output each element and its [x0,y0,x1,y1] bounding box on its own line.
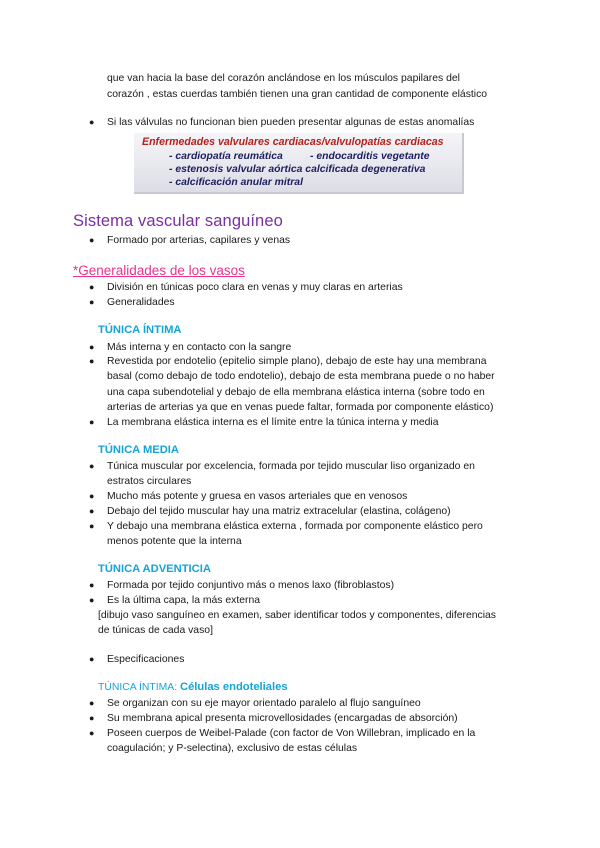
endotelio-bullet-3-line-2: coagulación; y P-selectina), exclusivo de estas células [107,743,358,754]
endotelio-heading [98,681,288,693]
endotelio-heading-prefix: TÚNICA ÍNTIMA: [98,682,180,693]
generalidades-bullet-1: División en túnicas poco clara en venas y muy claras en arterias [107,282,403,293]
bullet-icon: ● [89,521,95,531]
figure-item-rheumatic: - cardiopatía reumática [169,151,283,162]
adventicia-bullet-2: Es la última capa, la más externa [107,595,261,606]
media-bullet-2: Mucho más potente y gruesa en vasos arteriales que en venosos [107,491,408,502]
adventicia-bullet-1: Formada por tejido conjuntivo más o menos laxo (fibroblastos) [107,580,395,591]
intima-bullet-2-line-3: una capa subendotelial y debajo de ella membrana elástica interna (sobre todo en [107,387,485,398]
bullet-icon: ● [89,417,95,427]
endotelio-bullet-3-line-1: Poseen cuerpos de Weibel-Palade (con factor de Von Willebran, implicado en la [107,728,476,739]
bullet-icon: ● [89,342,95,352]
intro-line-1: que van hacia la base del corazón anclándose en los músculos papilares del [107,73,460,84]
bullet-icon: ● [89,580,95,590]
adventicia-note-line-1: [dibujo vaso sanguíneo en examen, saber identificar todos y componentes, diferencias [98,610,496,621]
bullet-icon: ● [89,297,95,307]
figure-item-stenosis: - estenosis valvular aórtica calcificada degenerativa [169,164,426,175]
intima-bullet-2-line-2: basal (como debajo de todo endotelio), debajo de esta membrana puede o no haber [107,371,495,382]
bullet-icon: ● [89,713,95,723]
bullet-icon: ● [89,235,95,245]
bullet-icon: ● [89,654,95,664]
media-bullet-3: Debajo del tejido muscular hay una matriz extracelular (elastina, colágeno) [107,506,451,517]
intima-bullet-3: La membrana elástica interna es el límite entre la túnica interna y media [107,417,439,428]
intima-bullet-2-line-1: Revestida por endotelio (epitelio simple plano), debajo de este hay una membrana [107,356,487,367]
media-bullet-1-line-1: Túnica muscular por excelencia, formada por tejido muscular liso organizado en [107,461,475,472]
intima-bullet-2-line-4: arterias de arterias ya que en venas puede faltar, formada por componente elástico) [107,402,494,413]
bullet-icon: ● [89,117,95,127]
adventicia-note-line-2: de túnicas de cada vaso] [98,625,213,636]
generalidades-bullet-2: Generalidades [107,297,175,308]
intro-line-2: corazón , estas cuerdas también tienen una gran cantidad de componente elástico [107,89,488,100]
bullet-icon: ● [89,728,95,738]
figure-item-endocarditis: - endocarditis vegetante [310,151,430,162]
section-title: Sistema vascular sanguíneo [73,212,283,230]
bullet-icon: ● [89,282,95,292]
figure-title: Enfermedades valvulares cardiacas/valvulopatías cardiacas [142,136,444,148]
media-bullet-1-line-2: estratos circulares [107,476,192,487]
generalidades-heading: *Generalidades de los vasos [73,263,245,278]
section-bullet-text: Formado por arterias, capilares y venas [107,235,291,246]
adventicia-bullet-3: Especificaciones [107,654,185,665]
bullet-icon: ● [89,491,95,501]
bullet-icon: ● [89,461,95,471]
adventicia-heading: TÚNICA ADVENTICIA [98,563,211,575]
valvulopathy-figure [134,133,464,194]
valve-bullet-text: Si las válvulas no funcionan bien pueden presentar algunas de estas anomalías [107,117,475,128]
media-heading: TÚNICA MEDIA [98,444,179,456]
bullet-icon: ● [89,356,95,366]
endotelio-bullet-1: Se organizan con su eje mayor orientado paralelo al flujo sanguíneo [107,698,421,709]
figure-item-calcification: - calcificación anular mitral [169,177,303,188]
intima-heading: TÚNICA ÍNTIMA [98,324,182,336]
media-bullet-4-line-2: menos potente que la interna [107,536,242,547]
bullet-icon: ● [89,506,95,516]
media-bullet-4-line-1: Y debajo una membrana elástica externa , formada por componente elástico pero [107,521,483,532]
bullet-icon: ● [89,595,95,605]
bullet-icon: ● [89,698,95,708]
intima-bullet-1: Más interna y en contacto con la sangre [107,342,292,353]
endotelio-heading-title: Células endoteliales [179,681,288,693]
endotelio-bullet-2: Su membrana apical presenta microvellosidades (encargadas de absorción) [107,713,458,724]
